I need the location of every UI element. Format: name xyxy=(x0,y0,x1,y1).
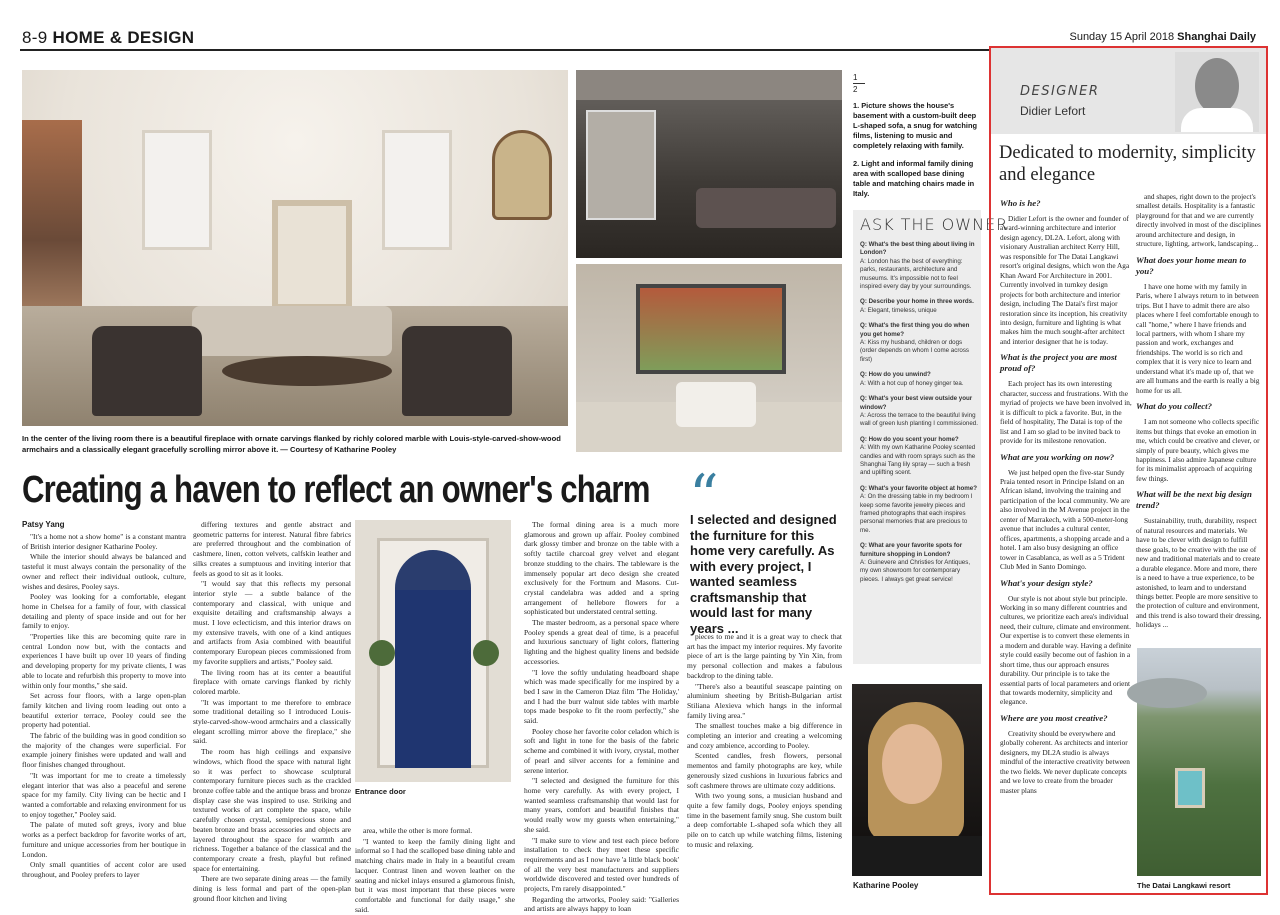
qa-item xyxy=(860,241,978,291)
paragraph: "It's a home not a show home" is a constant mantra of British interior designer Katharine Pooley. xyxy=(22,532,186,551)
paragraph: Pooley was looking for a comfortable, elegant home in Chelsea for a family of four, with classical detailing and plenty of space inside and out for her family to enjoy. xyxy=(22,592,186,631)
paragraph: The formal dining area is a much more glamorous and grown up affair. Pooley combined dark glossy timber and bronze on the table with a softly tactile charcoal grey velvet and elegant bronze studding to the chairs. The tableware is the immensely popular art deco design she created exclusively for the Fortnum and Masons. Cut-crystal candelabra was added and a spring arrangement of hellebore flowers for a sophisticated but understated central setting. xyxy=(524,520,679,617)
paragraph: "I selected and designed the furniture for this home very carefully. As with every project, I wanted seamless craftsmanship that would last for many years, comfort and beautiful finishes that would really wow my guests when entertaining," she said. xyxy=(524,776,679,834)
entrance-door-photo xyxy=(355,520,511,782)
ask-owner-list xyxy=(860,241,978,591)
resort-caption: The Datai Langkawi resort xyxy=(1137,881,1231,890)
question: Q: What's the best thing about living in London? xyxy=(860,241,975,257)
question: Q: How do you unwind? xyxy=(860,371,931,379)
interview-question: Who is he? xyxy=(1000,198,1041,208)
paragraph: "I love the softly undulating headboard shape which was made specifically for me inspired by a bed I saw in the Cameron Diaz film 'The Holiday,' and I had the burr walnut side tables with marble tops made bespoke to fit the room perfectly," she said. xyxy=(524,667,679,726)
pull-quote: I selected and designed the furniture for this home very carefully. As with every project, I wanted seamless craftsmanship that would last for many years ... xyxy=(690,512,837,636)
paragraph: Set across four floors, with a large open-plan family kitchen and living room leading out onto a beautiful exterior terrace, Pooley could see the property had potential. xyxy=(22,691,186,730)
interview-answer: I am not someone who collects specific items but things that evoke an emotion in me, which could be creative and clever, or simply of pure beauty, which gives me happiness. I also admire Japanese culture for its minimalist approach of acquiring few things. xyxy=(1136,417,1260,483)
answer: A: With my own Katharine Pooley scented candles and with room sprays such as the Shanghai Tang lily spray — such a fresh and uplifting scent. xyxy=(860,444,976,477)
living-room-photo xyxy=(22,70,568,426)
paragraph: Scented candles, fresh flowers, personal mementos and family photographs are key, while generously sized cushions in luxurious fabrics and soft cashmere throws are ultimate cozy additions. xyxy=(687,751,842,790)
interview-answer: Creativity should be everywhere and globally coherent. As architects and interior designers, my DL2A studio is always mindful of the interactive creativity between the two fields. We never duplicate concepts and we love to create from the broader master plans xyxy=(1000,728,1130,795)
qa-item xyxy=(860,485,978,535)
paragraph: "Properties like this are becoming quite rare in central London now but, with the contacts and experiences I have built up over 10 years of finding and developing property for my private clients, I was able to locate and refurbish this property to move into within only four months," she said. xyxy=(22,632,186,690)
dining-photo xyxy=(576,264,842,452)
entrance-door-caption: Entrance door xyxy=(355,787,406,796)
living-room-caption: In the center of the living room there is a beautiful fireplace with ornate carvings flanked by richly colored marble with Louis-style-carved-show-wood armchairs and a classically elegant gracefully scrolling mirror above it. — Courtesy of Katharine Pooley xyxy=(22,434,561,454)
designer-panel-frame xyxy=(989,46,1268,895)
figure-caption: 2. Light and informal family dining area with scalloped base dining table and matching chairs made in Italy. xyxy=(853,159,975,198)
paragraph: "I make sure to view and test each piece before installation to check they meet these specific requirements and as I now have 'a little black book' of all the very best manufacturers and suppliers worldwide discovered and tested over hundreds of projects, I'm rarely disappointed." xyxy=(524,835,679,894)
figure-captions xyxy=(853,101,981,207)
paragraph: pieces to me and it is a great way to check that art has the impact my interior requires. My favorite piece of art is the large painting by Yin Xin, from my personal collection and makes a fabulous backdrop to the dining table. xyxy=(687,632,842,680)
designer-name: Didier Lefort xyxy=(1020,104,1086,118)
paragraph: While the interior should always be balanced and tasteful it must always contain the personality of the owner and reflect their individual outlook, culture, wishes and desires, Pooley says. xyxy=(22,552,186,591)
interview-answer: Didier Lefort is the owner and founder of award-winning architecture and interior design agency, DL2A. Lefort, along with visionary Australian architect Kerry Hill, was responsible for The Datai Langkawi resort's original designs, which won the Aga Khan Award For Architecture in 2001. Currently involved in turnkey design projects for both architecture and interior design, including The Datai's first major restoration since its inception, his creativity into design, furniture and lighting is what makes him the much sought-after architect and interior designer that he is today. xyxy=(1000,214,1130,346)
article-headline: Creating a haven to reflect an owner's charm xyxy=(22,469,650,511)
quote-mark-icon: “ xyxy=(689,462,719,530)
figure-number: 1 xyxy=(853,73,858,82)
answer: A: Guinevere and Christies for Antiques, my own showroom for contemporary pieces. I always get great service! xyxy=(860,559,971,583)
portrait-caption: Katharine Pooley xyxy=(853,881,919,890)
answer: A: Across the terrace to the beautiful living wall of green lush planting I commissioned. xyxy=(860,411,978,428)
article-column-1 xyxy=(22,532,186,881)
question: Q: How do you scent your home? xyxy=(860,435,959,443)
paragraph: "There's also a beautiful seascape painting on aluminium sheeting by British-Bulgarian artist Stiliana Alexieva which hangs in the informal family living area." xyxy=(687,681,842,720)
paragraph: "I wanted to keep the family dining light and informal so I had the scalloped base dining table and matching chairs made in Italy in a beautiful cream lacquer. Contrast linen and woven leather on the seating and nickel inlays ensured a glamorous finish, but it was most important that these pieces were comfortable and functional for daily usage," she said. xyxy=(355,836,515,914)
article-column-3 xyxy=(355,826,515,915)
answer: A: With a hot cup of honey ginger tea. xyxy=(860,379,964,387)
interview-question: What is the project you are most proud of? xyxy=(1000,352,1117,374)
paragraph: The fabric of the building was in good condition so the majority of the changes were superficial. For example joinery finishes were updated and wall and floor finishes changed throughout. xyxy=(22,731,186,770)
article-column-4 xyxy=(524,520,679,915)
paragraph: The room has high ceilings and expansive windows, which flood the space with natural light so it was perfect to showcase sculptural contemporary furniture pieces such as the crackled bronze coffee table and the antique brass and bronze display case she was inspired to use. Striking and textured works of art complete the space, while carefully chosen crystal, semiprecious stone and beaten bronze and brass accessories and objects are layered throughout the space for warmth and richness. Together a balance of the classical and the contemporary create a fresh, playful but refined space for entertaining. xyxy=(193,747,351,873)
page-header-left xyxy=(22,28,194,48)
page-header-right xyxy=(1069,31,1256,43)
paragraph: area, while the other is more formal. xyxy=(363,826,473,835)
figure-numbers xyxy=(853,72,865,95)
interview-answer: I have one home with my family in Paris, where I always return to in between trips. But I have to admit there are also places where I feel comfortable enough to call "home," where I have friends and local partners, with whom I share my passion and work, exchanges and friendships. The world is so rich and complex that it is very nice to learn and understand what it's made up of, that we are all humans and the earth is really a big home for us all. xyxy=(1136,281,1260,395)
qa-item xyxy=(860,371,978,388)
answer: A: Kiss my husband, children or dogs (order depends on whom I come across first) xyxy=(860,339,970,363)
designer-label: DESIGNER xyxy=(1020,84,1100,99)
issue-date: Sunday 15 April 2018 xyxy=(1069,31,1175,43)
paragraph: There are two separate dining areas — the family dining is less formal and part of the open-plan ground floor kitchen and living xyxy=(193,874,351,903)
publication-name: Shanghai Daily xyxy=(1177,31,1256,43)
answer: A: On the dressing table in my bedroom I keep some favorite jewelry pieces and framed photographs that each inspires personal memories that are precious to me. xyxy=(860,493,973,534)
paragraph: The living room has at its center a beautiful fireplace with ornate carvings flanked by richly colored marble. xyxy=(193,667,351,696)
interview-answer: We just helped open the five-star Sundy Praia tented resort in Principe Island on an African island, involving the training and participation of the local community. We are also involved in the M Avenue project in the center of Marrakech, with a 500-meter-long avenue that includes a cultural center, offices, apartments, a shopping arcade and a hotel. I am also busy designing an office tower in Casablanca, as well as a 5 Trident Club Med in Santo Domingo. xyxy=(1000,467,1130,572)
qa-item xyxy=(860,322,978,364)
article-byline: Patsy Yang xyxy=(22,520,65,529)
qa-item xyxy=(860,436,978,478)
designer-headline: Dedicated to modernity, simplicity and elegance xyxy=(999,143,1256,185)
figure-number: 2 xyxy=(853,83,865,95)
figure-caption: 1. Picture shows the house's basement with a custom-built deep L-shaped sofa, a snug for watching films, listening to music and completely relaxing with family. xyxy=(853,101,978,150)
qa-item xyxy=(860,395,978,429)
basement-photo xyxy=(576,70,842,258)
paragraph: "It was important for me to create a timelessly elegant interior that was also a peaceful and serene space for my family. City living can be hectic and I wanted a comfortable and relaxing environment for us to enjoy together," Pooley said. xyxy=(22,770,186,819)
paragraph: Regarding the artworks, Pooley said: "Galleries and artists are always happy to loan xyxy=(524,894,679,914)
qa-item xyxy=(860,542,978,584)
question: Q: What's your favorite object at home? xyxy=(860,484,977,492)
interview-answer: Sustainability, truth, durability, respect of natural resources and materials. We have to be clever with design to fulfill these goals, to be creative with the use of new and traditional materials and to create a durable elegance. More and more, there is a need to have a true experience, to be astonished, to learn and to understand things better. People are more sensitive to the protection of culture and environment, and this trend is also toward their dressing, holidays ... xyxy=(1136,516,1262,630)
ask-owner-title: ASK THE OWNER xyxy=(860,215,1009,234)
section-title: HOME & DESIGN xyxy=(52,28,195,47)
qa-item xyxy=(860,298,978,315)
interview-question: What does your home mean to you? xyxy=(1136,254,1247,276)
interview-question: What do you collect? xyxy=(1136,401,1212,412)
question: Q: What are your favorite spots for furniture shopping in London? xyxy=(860,542,963,558)
interview-question: What will be the next big design trend? xyxy=(1136,489,1252,511)
paragraph: differing textures and gentle abstract and geometric patterns for interest. Natural fibre fabrics are preferred throughout and the combination of cashmere, linen, cotton velvets, calfskin leather and silks creates a sumptuous and inviting interior that feels as good to sit as it looks. xyxy=(193,520,351,578)
paragraph: The master bedroom, as a personal space where Pooley spends a great deal of time, is a peaceful and luxurious sanctuary of light colors, flattering lighting and the highest quality linens and bedside accessories. xyxy=(524,618,679,666)
katharine-pooley-portrait xyxy=(852,684,982,876)
paragraph: "I would say that this reflects my personal interior style — a subtle balance of the contemporary and classical, with unique and exquisite detailing and craftsmanship always a must. I love eclecticism, and this interior draws on my extensive travels, with one of a kind antiques and artifacts from Asia combined with beautiful contemporary European pieces commissioned from my favorite suppliers and artists," Pooley said. xyxy=(193,579,351,666)
article-column-5 xyxy=(687,632,842,850)
interview-question: What's your design style? xyxy=(1000,577,1093,588)
question: Q: Describe your home in three words. xyxy=(860,298,974,306)
paragraph: Only small quantities of accent color are used throughout, and Pooley prefers to layer xyxy=(22,860,186,879)
paragraph: With two young sons, a musician husband and quite a few family dogs, Pooley enjoys spending time in the basement family snug. She custom built a deep comfortable L-shaped sofa which they all pile on to catch up while watching films, listening to music and relaxing. xyxy=(687,791,842,849)
page-numbers: 8-9 xyxy=(22,28,48,47)
paragraph: "It was important to me therefore to embrace some traditional detailing so I introduced Louis-style-carved-show-wood armchairs and a classically elegant scrolling mirror above the fireplace," she said. xyxy=(193,697,351,746)
interview-answer: Our style is not about style but principle. Working in so many different countries and cultures, we prioritize each area's individual need, their culture, climate and environment. Our expertise is to convert these elements in a modern and durable way. Having a definite style could easily become out of fashion in a short time, thus our approach ensures durability. Our principle is to take the essential parts of local parameters and orient that towards modernity, simplicity and elegance. xyxy=(1000,593,1132,707)
paragraph: The palate of muted soft greys, ivory and blue works as a perfect backdrop for favorite works of art, furniture and unique accessories from her boutique in London. xyxy=(22,820,186,859)
question: Q: What's the first thing you do when you get home? xyxy=(860,322,970,338)
paragraph: Pooley chose her favorite color celadon which is soft and light in tone for the basis of the fabric scheme and combined it with ivory, crystal, mother of pearl and silver accents for a feminine and serene interior. xyxy=(524,726,679,775)
interview-question: Where are you most creative? xyxy=(1000,712,1108,723)
paragraph: The smallest touches make a big difference in completing an interior and creating a welcoming and cozy ambience, according to Pooley. xyxy=(687,721,842,750)
interview-question: What are you working on now? xyxy=(1000,451,1115,462)
article-column-2 xyxy=(193,520,351,904)
answer: A: Elegant, timeless, unique xyxy=(860,306,937,314)
answer: A: London has the best of everything: parks, restaurants, architecture and museums. It's impossible not to feel inspired every day by your surroundings. xyxy=(860,257,972,291)
question: Q: What's your best view outside your window? xyxy=(860,395,973,411)
interview-answer: Each project has its own interesting character, success and frustrations. With the myriad of projects we have been involved in, it is difficult to pick a favorite. But, in the field of hospitality, The Datai is top of the list and I am so glad to be invited back to provide for its milestone renovation. xyxy=(1000,379,1132,446)
interview-answer: and shapes, right down to the project's smallest details. Hospitality is a fantastic playground for that and we are currently directly involved in most of the disciplines around architecture and design, in structure, lighting, artwork, landscaping... xyxy=(1136,192,1261,249)
